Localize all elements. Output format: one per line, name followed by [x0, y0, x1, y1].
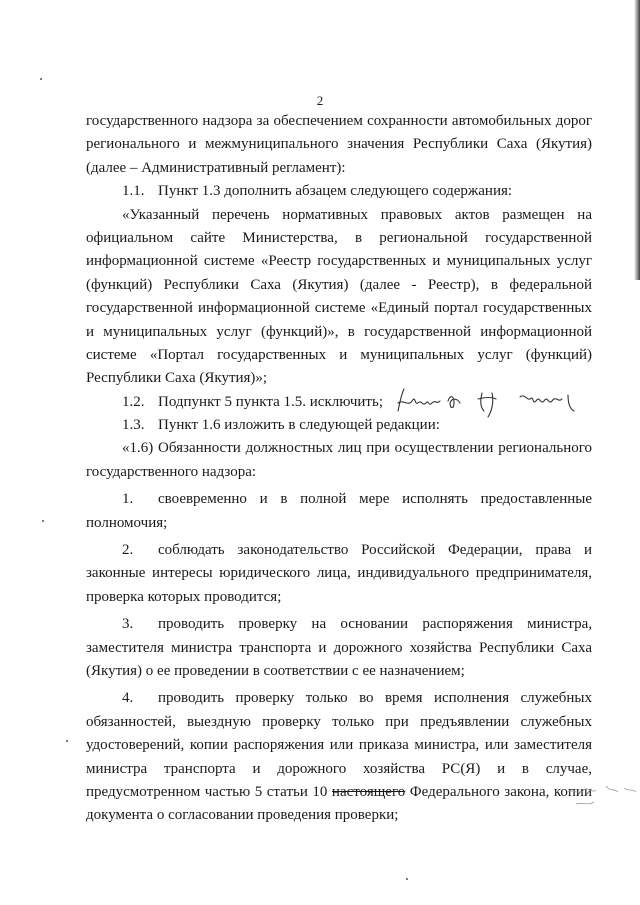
text-line: [86, 437, 592, 460]
text-line: [86, 562, 592, 585]
text-line: [86, 734, 592, 757]
line-text: «1.6) Обязанности должностных лиц при осуществлении регионального: [122, 440, 592, 457]
text-line: [86, 539, 592, 562]
line-text: полномочия;: [86, 514, 168, 531]
text-line: [86, 110, 592, 133]
line-text: государственного надзора:: [86, 463, 257, 480]
item-number: 1.1.: [122, 183, 145, 200]
text-line: [86, 180, 592, 203]
line-text: информационной системе «Реестр государственных и муниципальных услуг: [86, 253, 592, 270]
text-line: [86, 227, 592, 250]
line-text: проводить проверку на основании распоряжения министра,: [158, 616, 592, 633]
text-line: [86, 321, 592, 344]
line-text: обязанностей, выездную проверку только при предъявлении служебных: [86, 713, 592, 730]
text-segment: Федерального закона, копии: [405, 783, 592, 800]
line-text: соблюдать законодательство Российской Федерации, права и: [158, 542, 592, 559]
text-line: [86, 461, 592, 484]
text-line: [86, 512, 592, 535]
line-text: удостоверений, копии распоряжения или приказа министра, или заместителя: [86, 737, 592, 754]
item-number: 1.: [122, 491, 134, 508]
item-number: 2.: [122, 542, 134, 559]
text-line: [86, 804, 592, 827]
line-text: государственной информационной системе «Единый портал государственных: [86, 300, 592, 317]
line-text: заместителя министра транспорта и дорожного хозяйства Республики Саха: [86, 639, 592, 656]
text-line: [86, 758, 592, 781]
line-text: «Указанный перечень нормативных правовых актов размещен на: [122, 206, 592, 223]
scan-edge-shadow: [634, 0, 640, 280]
faint-stamp-mark: [566, 778, 638, 812]
line-text: законные интересы юридического лица, индивидуального предпринимателя,: [86, 565, 592, 582]
text-line: [86, 344, 592, 367]
line-text: министра транспорта и дорожного хозяйства РС(Я) и в случае,: [86, 760, 592, 777]
line-text: (далее – Административный регламент):: [86, 159, 346, 176]
line-text: Подпункт 5 пункта 1.5. исключить;: [158, 393, 383, 410]
text-line: [86, 133, 592, 156]
document-body: [86, 110, 592, 828]
line-text: проводить проверку только во время исполнения служебных: [158, 690, 592, 707]
scan-speck: [42, 520, 44, 522]
item-number: 1.3.: [122, 417, 145, 434]
line-text: официальном сайте Министерства, в региональной государственной: [86, 229, 592, 246]
text-line: [86, 637, 592, 660]
line-text: регионального и межмуниципального значения Республики Саха (Якутия): [86, 136, 592, 153]
scan-speck: [406, 878, 408, 880]
text-line: [86, 711, 592, 734]
line-text: Республики Саха (Якутия)»;: [86, 370, 268, 387]
line-text: (функций) Республики Саха (Якутия) (далее - Реестр), в федеральной: [86, 276, 592, 293]
line-text: (Якутия) о ее проведении в соответствии с ее назначением;: [86, 662, 465, 679]
line-text: Пункт 1.3 дополнить абзацем следующего содержания:: [158, 183, 513, 200]
text-line: [86, 488, 592, 511]
text-line: [86, 297, 592, 320]
item-number: 1.2.: [122, 393, 145, 410]
line-text: и муниципальных услуг (функций)», в государственной информационной: [86, 323, 592, 340]
text-line: [86, 157, 592, 180]
text-line: [86, 781, 592, 804]
item-number: 3.: [122, 616, 134, 633]
text-line: [86, 660, 592, 683]
scan-speck: [40, 78, 42, 80]
handwritten-note: [392, 381, 592, 421]
line-text: Пункт 1.6 изложить в следующей редакции:: [158, 417, 440, 434]
item-number: 4.: [122, 690, 134, 707]
text-segment: предусмотренном частью 5 статьи 10: [86, 783, 332, 800]
text-line: [86, 204, 592, 227]
text-line: [86, 687, 592, 710]
line-text: своевременно и в полной мере исполнять предоставленные: [158, 491, 592, 508]
line-text: системе «Портал государственных и муниципальных услуг (функций): [86, 346, 592, 363]
scan-speck: [66, 740, 68, 742]
text-line: [86, 274, 592, 297]
text-line: [86, 586, 592, 609]
struck-word: настоящего: [331, 783, 406, 800]
page-number: 2: [316, 93, 324, 108]
text-line: [86, 613, 592, 636]
line-text: государственного надзора за обеспечением сохранности автомобильных дорог: [86, 113, 592, 129]
text-line: [86, 250, 592, 273]
line-text: документа о согласовании проведения проверки;: [86, 807, 399, 824]
line-text: проверка которых проводится;: [86, 588, 282, 605]
